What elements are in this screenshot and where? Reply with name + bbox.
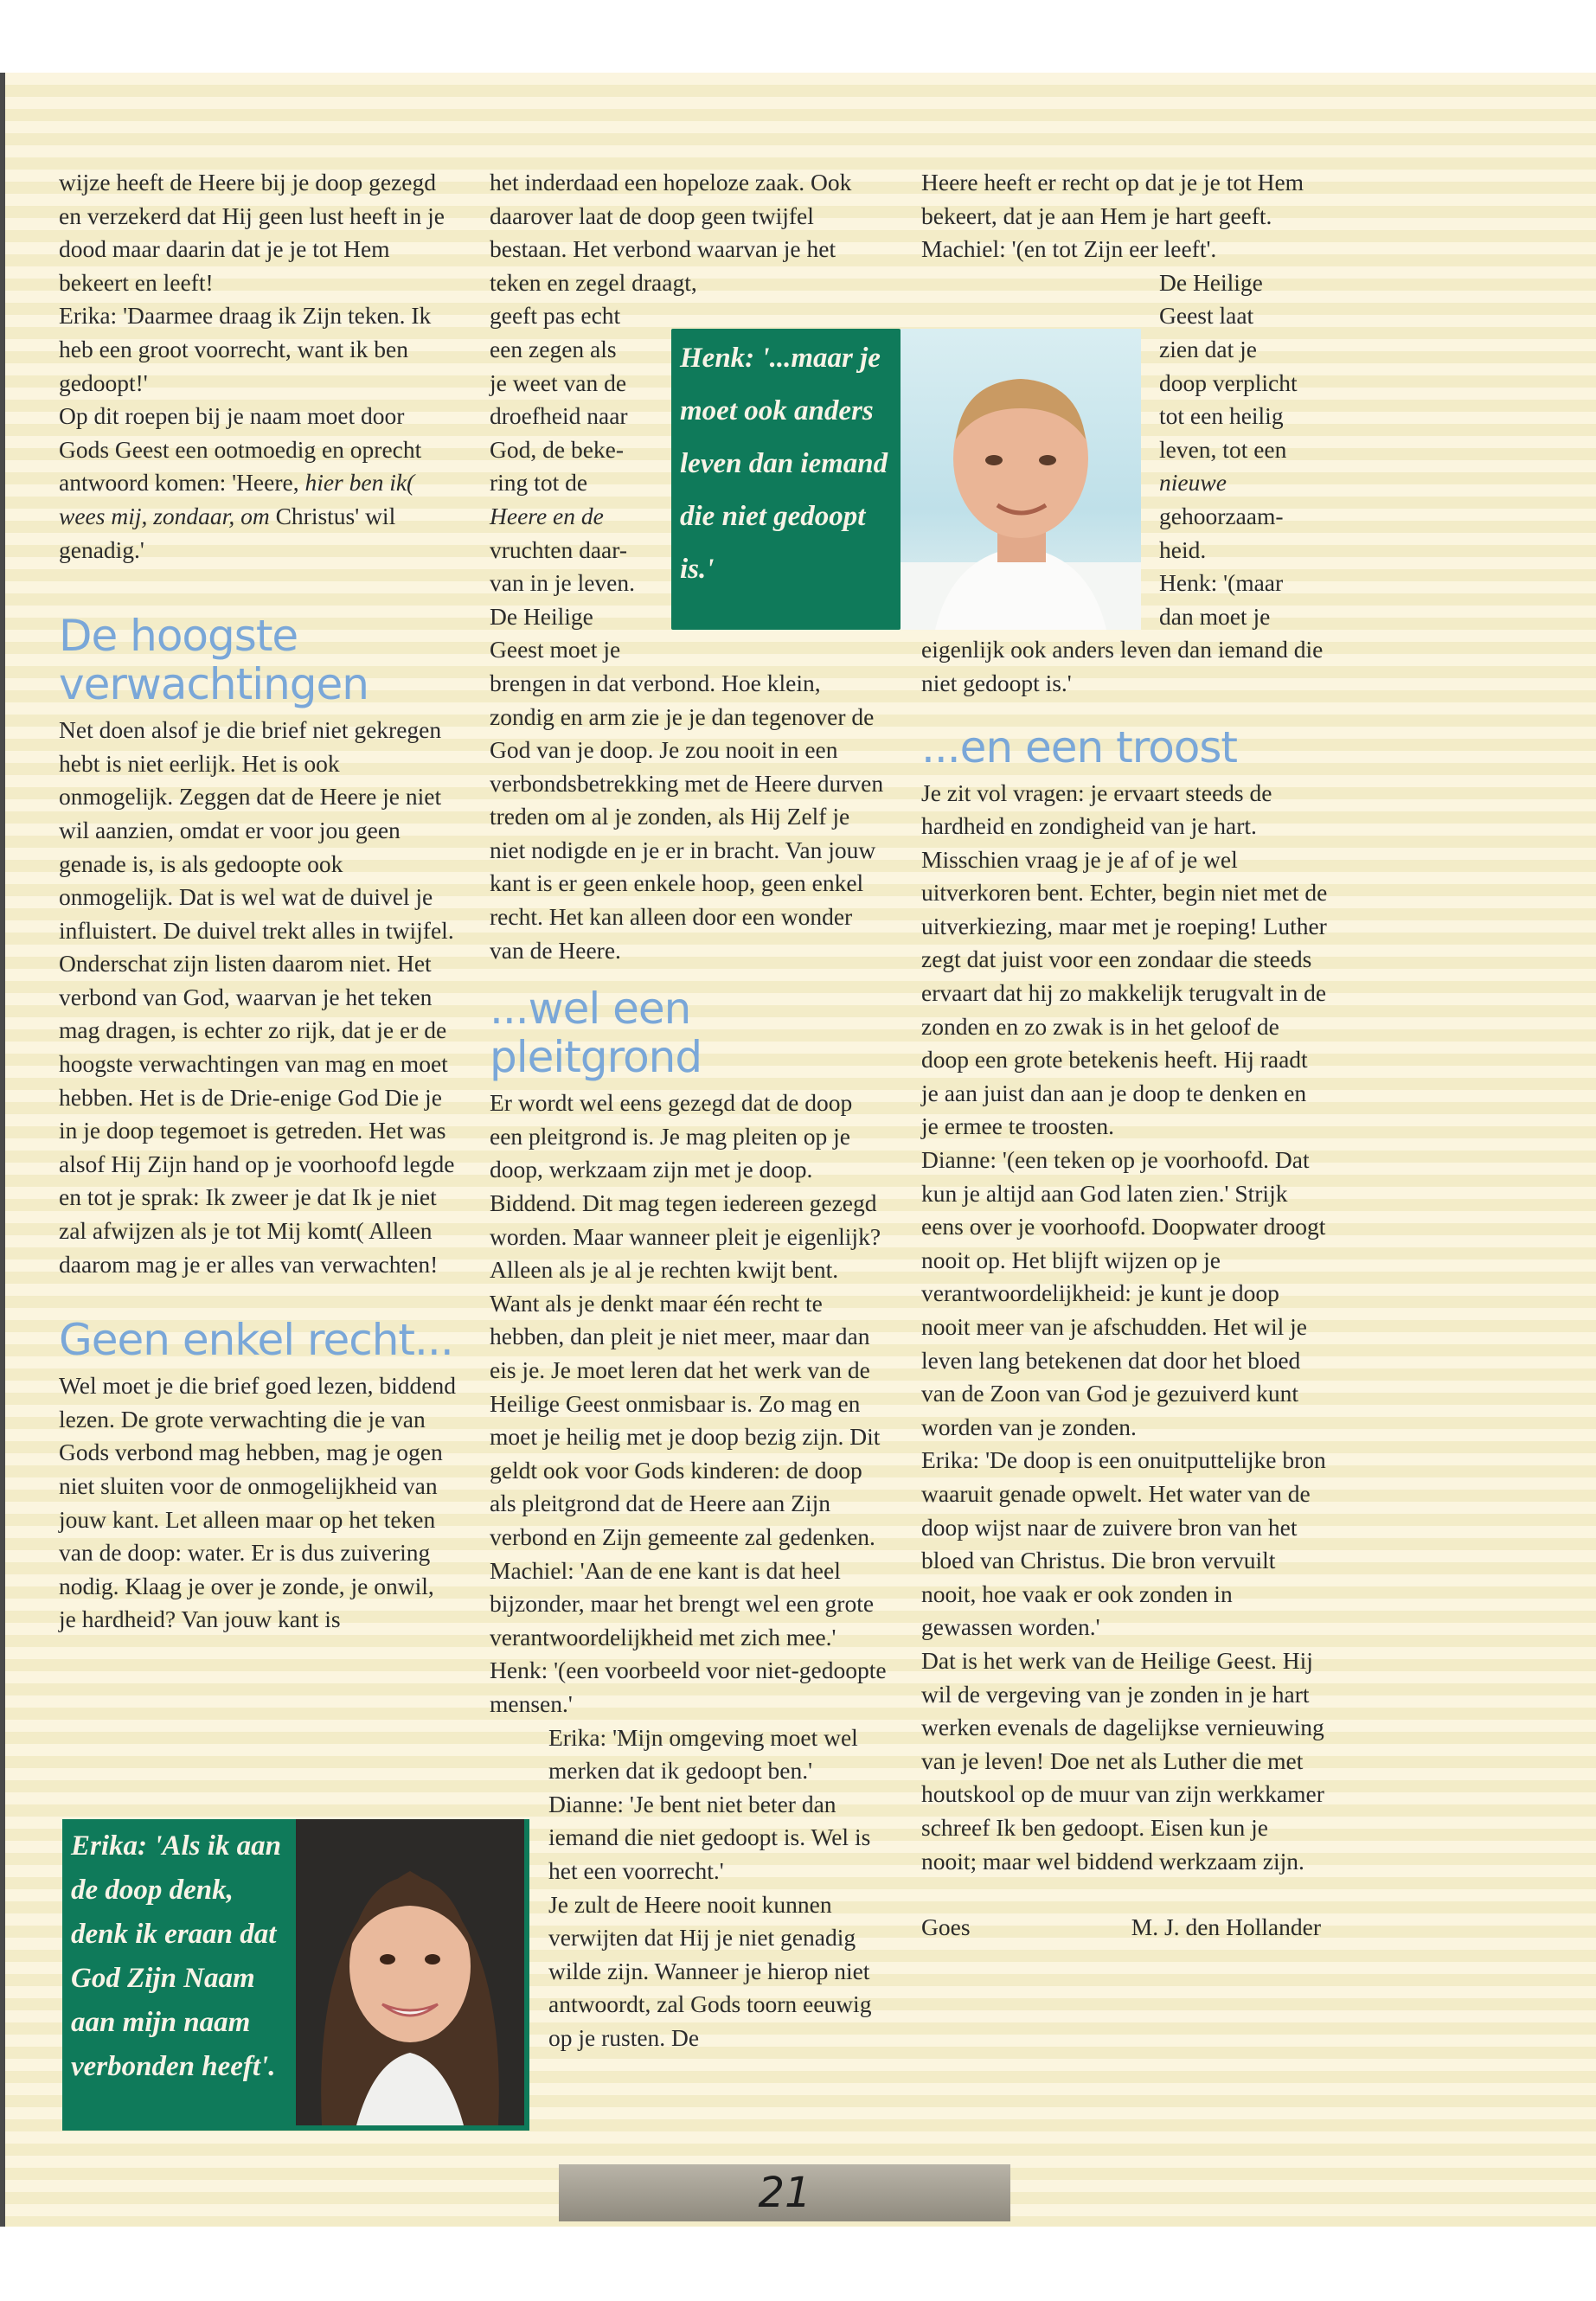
paragraph: het inderdaad een hopeloze zaak. Ook daarover laat de doop geen twijfel bestaan. Het verbond waarvan je het teken en zegel draagt,	[490, 169, 852, 296]
paragraph: Net doen alsof je die brief niet gekregen hebt is niet eerlijk. Het is ook onmogelijk. Zeggen dat de Heere je niet wil aanzien, omdat er voor jou geen genade is, is als gedoopte ook onmogelijk. Dat is wel wat de duivel je influistert. De duivel trekt alles in twijfel. Onderschat zijn listen daarom niet. Het verbond van God, waarvan je het teken mag dragen, is echter zo rijk, dat je er de hoogste verwachtingen van mag en moet hebben. Het is de Drie-enige God Die je in je doop tegemoet is getreden. Het was alsof Hij Zijn hand op je voorhoofd legde en tot je sprak: Ik zweer je dat Ik je niet zal afwijzen als je tot Mij komt( Alleen daarom mag je er alles van verwachten!	[59, 716, 455, 1278]
paragraph: Machiel: 'Aan de ene kant is dat heel bijzonder, maar het brengt wel een grote verantwoordelijkheid met zich mee.'	[490, 1556, 875, 1650]
paragraph: wijze heeft de Heere bij je doop gezegd en verzekerd dat Hij geen lust heeft in je dood maar daarin dat je je tot Hem bekeert en leeft!	[59, 169, 445, 296]
pull-quote-henk: Henk: '...maar je moet ook anders leven dan iemand die niet gedoopt is.'	[671, 329, 901, 630]
page-edge	[0, 73, 5, 2227]
paragraph: eigenlijk ook anders leven dan iemand die niet gedoopt is.'	[921, 636, 1324, 696]
indented-text	[490, 1721, 888, 2055]
pull-quote-erika: Erika: 'Als ik aan de doop denk, denk ik eraan dat God Zijn Naam aan mijn naam verbonden heeft'.	[62, 1819, 296, 2131]
paragraph: Je zit vol vragen: je ervaart steeds de hardheid en zondigheid van je hart. Misschien vraag je je af of je wel uitverkoren bent. Echter, begin niet met de uitverkiezing, maar met je roeping! Luther zegt dat juist voor een zondaar die steeds ervaart dat hij zo makkelijk terugvalt in de zonden en zo zwak is in het geloof de doop een grote betekenis heeft. Hij raadt je aan juist dan aan je doop te denken en je ermee te troosten.	[921, 779, 1328, 1140]
paragraph: Je zult de Heere nooit kunnen verwijten dat Hij je niet genadig wilde zijn. Wanneer je hierop niet antwoordt, zal Gods toorn eeuwig op je rusten. De	[548, 1890, 872, 2051]
photo-henk	[901, 329, 1141, 630]
portrait-icon	[296, 1819, 524, 2125]
paragraph: Dianne: 'Je bent niet beter dan iemand die niet gedoopt is. Wel is het een voorrecht.'	[548, 1790, 871, 1884]
section-heading: ...en een troost	[921, 721, 1238, 772]
paragraph: Op dit roepen bij je naam moet door Gods Geest een ootmoedig en oprecht antwoord komen: 'Heere, hier ben ik( wees mij, zondaar, om Christus' wil genadig.'	[59, 402, 422, 563]
paragraph: Dat is het werk van de Heilige Geest. Hij wil de vergeving van je zonden in je hart werken evenals de dagelijkse vernieuwing van je leven! Doe net als Luther die met houtskool op de muur van zijn werkkamer schreef Ik ben gedoopt. Eisen kun je nooit; maar wel biddend werkzaam zijn.	[921, 1646, 1324, 1875]
page-number: 21	[559, 2164, 1010, 2221]
section-heading: De hoogste verwachtingen	[59, 611, 369, 710]
wrapped-text: De Heilige Geest laat zien dat je doop verplicht tot een heilig leven, tot een nieuwe gehoorzaam- heid. Henk: '(maar dan moet je	[1159, 268, 1298, 630]
place: Goes	[921, 1913, 971, 1941]
paragraph: Erika: 'Daarmee draag ik Zijn teken. Ik heb een groot voorrecht, want ik ben gedoopt!'	[59, 302, 432, 396]
column-1	[59, 166, 457, 1637]
photo-erika	[296, 1819, 529, 2131]
paragraph: Heere heeft er recht op dat je je tot Hem bekeert, dat je aan Hem je hart geeft.	[921, 169, 1304, 229]
paragraph: Machiel: '(en tot Zijn eer leeft'.	[921, 235, 1217, 263]
portrait-icon	[901, 329, 1141, 630]
paragraph: Wel moet je die brief goed lezen, biddend lezen. De grote verwachting die je van Gods verbond mag hebben, mag je ogen niet sluiten voor de onmogelijkheid van jouw kant. Let alleen maar op het teken van de doop: water. Er is dus zuivering nodig. Klaag je over je zonde, je onwil, je hardheid? Van jouw kant is	[59, 1372, 457, 1633]
signature	[921, 1911, 1328, 1945]
section-heading: ...wel een pleitgrond	[490, 984, 702, 1083]
paragraph: Erika: 'Mijn omgeving moet wel merken dat ik gedoopt ben.'	[548, 1723, 858, 1785]
paragraph: Erika: 'De doop is een onuitputtelijke bron waaruit genade opwelt. Het water van de doop wijst naar de zuivere bron van het bloed van Christus. Die bron vervuilt nooit, hoe vaak er ook zonden in gewassen worden.'	[921, 1446, 1326, 1641]
paragraph: Er wordt wel eens gezegd dat de doop een pleitgrond is. Je mag pleiten op je doop, werkzaam zijn met je doop. Biddend. Dit mag tegen iedereen gezegd worden. Maar wanneer pleit je eigenlijk? Alleen als je al je rechten kwijt bent. Want als je denkt maar één recht te hebben, dan pleit je niet meer, maar dan eis je. Je moet leren dat het werk van de Heilige Geest onmisbaar is. Zo mag en moet je heilig met je doop bezig zijn. Dit geldt ook voor Gods kinderen: de doop als pleitgrond dat de Heere aan Zijn verbond en Zijn gemeente zal gedenken.	[490, 1089, 881, 1550]
paragraph: Dianne: '(een teken op je voorhoofd. Dat kun je altijd aan God laten zien.' Strijk eens over je voorhoofd. Doopwater droogt nooit op. Het blijft wijzen op je verantwoordelijkheid: je kunt je doop nooit meer van je afschudden. Het wil je leven lang betekenen dat door het bloed van de Zoon van God je gezuiverd kunt worden van je zonden.	[921, 1146, 1326, 1440]
wrapped-text: geeft pas echt een zegen als je weet van de droefheid naar God, de beke- ring tot de Heere en de vruchten daar- van in je leven. De Heilige Geest moet je	[490, 302, 635, 663]
paragraph: brengen in dat verbond. Hoe klein, zondig en arm zie je je dan tegenover de God van je doop. Je zou nooit in een verbondsbetrekking met de Heere durven treden om al je zonden, als Hij Zelf je niet nodigde en je er in bracht. Van jouw kant is er geen enkele hoop, geen enkel recht. Het kan alleen door een wonder van de Heere.	[490, 669, 884, 964]
author: M. J. den Hollander	[1131, 1913, 1321, 1941]
paragraph: Henk: '(een voorbeeld voor niet-gedoopte mensen.'	[490, 1657, 887, 1717]
section-heading: Geen enkel recht...	[59, 1315, 453, 1366]
